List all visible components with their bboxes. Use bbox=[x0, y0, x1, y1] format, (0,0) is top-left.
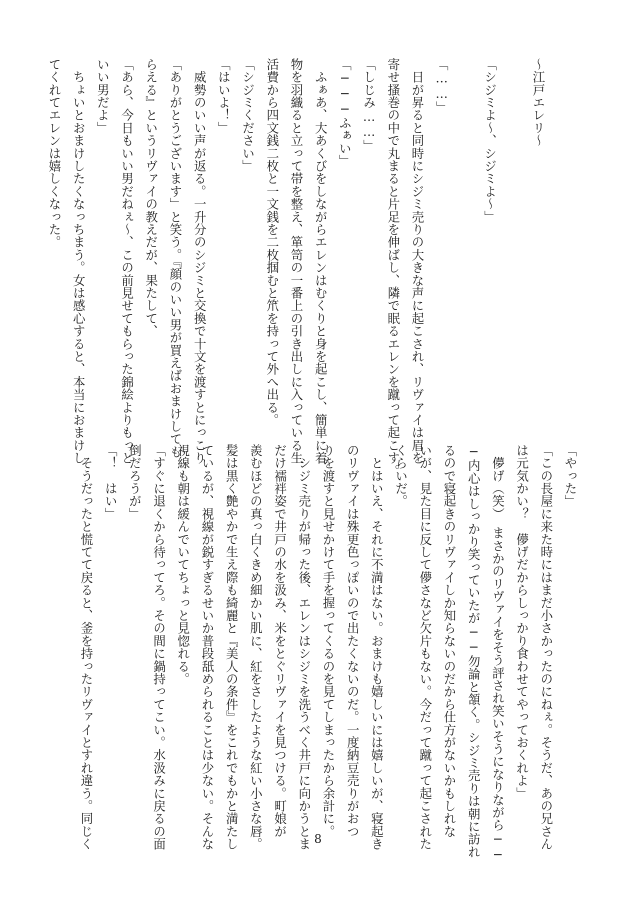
text-line: 活費から四文銭二枚と一文銭を二枚掴むと笊を持って外へ出る。 bbox=[264, 58, 280, 427]
text-line: 寄せ搔巻の中で丸まると片足を伸ばし、隣で眠るエレンを蹴って起こす。 bbox=[385, 58, 401, 478]
text-line: 羨むほどの真っ白くきめ細かい肌に、紅をさしたような紅い小さな唇。 bbox=[248, 444, 264, 851]
text-line: 「シジミください」 bbox=[240, 58, 256, 173]
text-line: るので寝起きのリヴァイしか知らないのだから仕方がないかもしれな bbox=[441, 444, 457, 838]
text-line: ～江戸エレリ～ bbox=[531, 58, 546, 147]
text-line: とはいえ、それに不満はない。おまけも嬉しいには嬉しいが、寝起き bbox=[369, 444, 385, 851]
text-line: 「すぐに退くから待ってろ。その間に鍋持ってこい。水汲みに戻るの面 bbox=[151, 444, 167, 851]
text-line: 「しじみ……」 bbox=[361, 58, 377, 153]
text-line: らえる』というリヴァイの教えだが、果たして、 bbox=[143, 58, 159, 338]
text-line: ─内心はしっかり笑っていたが──勿論と頷く。シジミ売りは朝に訪れ bbox=[466, 444, 482, 859]
text-line: 「あら、今日もいい男だねぇ〜、この前見せてもらった錦絵よりもっと bbox=[119, 58, 135, 465]
text-line: 威勢のいい声が返る。一升分のシジミと交換で十文を渡すとにっこり bbox=[192, 58, 208, 465]
text-line: 「シジミよ〜、シジミよ〜」 bbox=[482, 58, 498, 224]
text-block-bottom bbox=[74, 444, 582, 863]
text-line: 「ありがとうございます」と笑う。『顔のいい男が買えばおまけしても bbox=[167, 58, 183, 459]
text-line: いい男だよ」 bbox=[95, 58, 111, 135]
text-line: 倒だろうが」 bbox=[127, 444, 143, 521]
text-line: だけ襦袢姿で井戸の水を汲み、米をとぐリヴァイを見つける。町娘が bbox=[272, 444, 288, 838]
page-number: 8 bbox=[314, 832, 322, 846]
text-line bbox=[502, 58, 526, 418]
text-line: いが、見た目に反して儚さなど欠片もない。今だって蹴って起こされた bbox=[417, 444, 433, 851]
text-line: 日が昇ると同時にシジミ売りの大きな声に起こされ、リヴァイは眉を bbox=[409, 58, 425, 465]
text-line: は元気かい？ 儚げだからしっかり食わせてやっておくれよ」 bbox=[514, 444, 530, 800]
text-line: 「───ふぁい」 bbox=[337, 58, 353, 168]
text-line: 「……」 bbox=[434, 58, 450, 114]
text-line: 物を羽織ると立って帯を整え、箪笥の一番上の引き出しに入っている生 bbox=[288, 58, 304, 465]
text-line: 儚げ（笑） まさかのリヴァイをそう評され笑いそうになりながら── bbox=[490, 444, 506, 863]
text-line: 視線も朝は緩んでいてちょっと見惚れる。 bbox=[175, 444, 191, 686]
text-line: 「やった」 bbox=[563, 444, 578, 508]
text-line: ちょいとおまけしたくなっちまう。女は感心すると、本当におまけし bbox=[71, 58, 87, 465]
text-line: りを渡すと見せかけて手を握ってくるのを見てしまったから余計に。 bbox=[320, 444, 336, 838]
text-line: 髪は黒く艶やかで生え際も綺麗と『美人の条件』をこれでもかと満たし bbox=[224, 444, 240, 851]
text-line: シジミ売りが帰った後、エレンはシジミを洗うべく井戸に向かうとま bbox=[296, 444, 312, 851]
text-line: くらいだ。 bbox=[393, 444, 409, 508]
text-line: てくれてエレンは嬉しくなった。 bbox=[46, 58, 62, 249]
text-line: そうだったと慌てて戻ると、釜を持ったリヴァイとすれ違う。同じく bbox=[78, 444, 94, 851]
text-line: のリヴァイは殊更色っぽいので出たくないのだ。一度納豆売りがおつ bbox=[345, 444, 361, 838]
text-line: 「！ はい」 bbox=[103, 444, 119, 521]
text-line: 「この長屋に来た時にはまだ小さかったのにねぇ。そうだ、あの兄さん bbox=[538, 444, 554, 851]
text-line: ふぁあ、大あくびをしながらエレンはむくりと身を起こし、簡単に着 bbox=[313, 58, 329, 465]
text-line bbox=[453, 58, 477, 418]
text-line: ているが、視線が鋭すぎるせいか普段舐められることは少ない。そんな bbox=[199, 444, 215, 851]
text-line: 「はいよ！」 bbox=[216, 58, 232, 135]
